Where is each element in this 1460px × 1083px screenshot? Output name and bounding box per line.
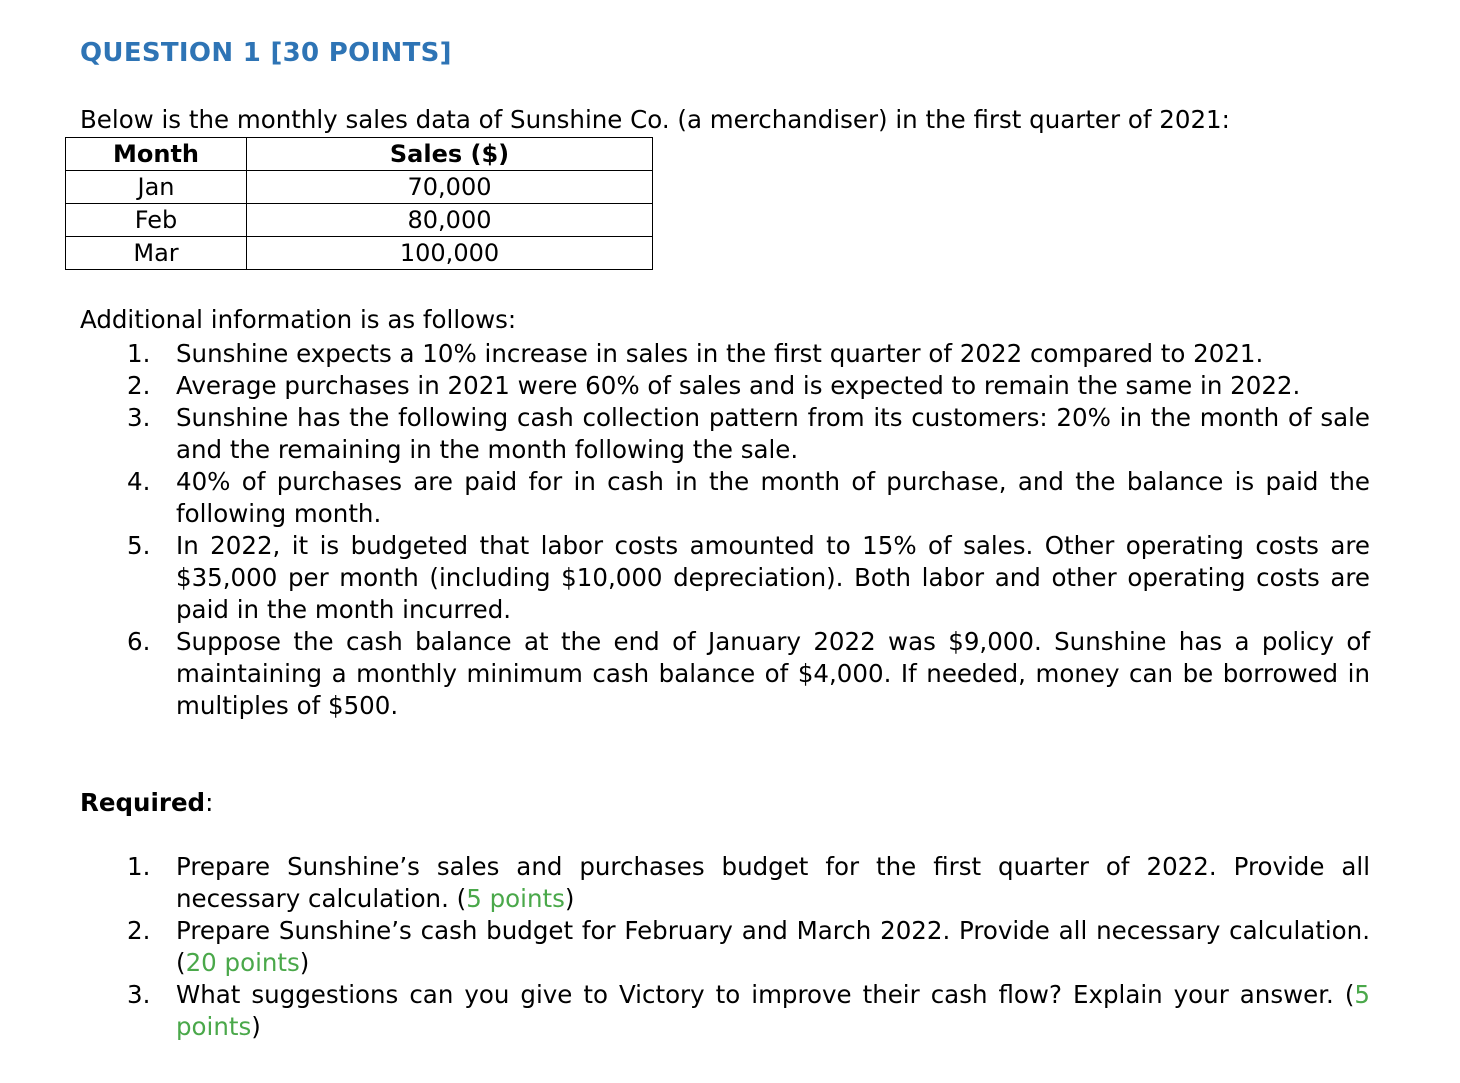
item-close: ) (251, 1012, 261, 1041)
list-item (127, 979, 1370, 1043)
points-label: 5 points (466, 884, 565, 913)
item-text: Sunshine expects a 10% increase in sales in the first quarter of 2022 compared to 2021. (176, 339, 1264, 368)
table-row (66, 237, 653, 270)
item-number: 2. (127, 916, 151, 945)
list-item (127, 851, 1370, 915)
item-number: 1. (127, 339, 151, 368)
cell-sales: 100,000 (247, 237, 653, 270)
cell-month: Feb (66, 204, 247, 237)
item-text: 40% of purchases are paid for in cash in the month of purchase, and the balance is paid the following month. (176, 467, 1370, 528)
item-close: ) (299, 948, 310, 977)
item-text: Prepare Sunshine’s sales and purchases budget for the first quarter of 2022. Provide all necessary calculation. ( (176, 852, 1370, 913)
cell-sales: 80,000 (247, 204, 653, 237)
required-label: Required (80, 788, 206, 817)
list-item (127, 402, 1370, 466)
sales-table (65, 137, 653, 270)
item-number: 6. (127, 627, 151, 656)
table-header-row (66, 138, 653, 171)
points-label: 20 points (185, 948, 300, 977)
list-item (127, 466, 1370, 530)
required-colon: : (205, 788, 214, 817)
list-item (127, 626, 1370, 722)
item-number: 3. (127, 980, 151, 1009)
list-item (127, 915, 1370, 979)
item-number: 4. (127, 467, 151, 496)
cell-month: Jan (66, 171, 247, 204)
required-heading (80, 788, 213, 817)
intro-text: Below is the monthly sales data of Sunshine Co. (a merchandiser) in the first quarter of 2021: (80, 105, 1230, 134)
item-text: Average purchases in 2021 were 60% of sales and is expected to remain the same in 2022. (176, 371, 1301, 400)
additional-info-intro: Additional information is as follows: (80, 305, 517, 334)
item-number: 5. (127, 531, 151, 560)
cell-sales: 70,000 (247, 171, 653, 204)
cell-month: Mar (66, 237, 247, 270)
item-number: 3. (127, 403, 151, 432)
table-row (66, 204, 653, 237)
points-label: 5 points (176, 980, 1370, 1041)
item-close: ) (564, 884, 575, 913)
item-text: Sunshine has the following cash collection pattern from its customers: 20% in the month of sale and the remaining in the month following the sale. (176, 403, 1370, 464)
item-text: What suggestions can you give to Victory to improve their cash flow? Explain your answer. ( (176, 980, 1355, 1009)
list-item (127, 530, 1370, 626)
item-text: Prepare Sunshine’s cash budget for February and March 2022. Provide all necessary calculation. ( (176, 916, 1370, 977)
item-text: In 2022, it is budgeted that labor costs amounted to 15% of sales. Other operating costs are $35,000 per month (including $10,000 depreciation). Both labor and other operating costs are paid in the month incurred. (176, 531, 1370, 624)
table-row (66, 171, 653, 204)
required-list (127, 851, 1370, 1043)
additional-info-list (127, 338, 1370, 722)
item-text: Suppose the cash balance at the end of January 2022 was $9,000. Sunshine has a policy of maintaining a monthly minimum cash balance of $4,000. If needed, money can be borrowed in multiples of $500. (176, 627, 1370, 720)
list-item (127, 338, 1370, 370)
question-heading: QUESTION 1 [30 POINTS] (80, 38, 452, 68)
item-number: 2. (127, 371, 151, 400)
item-number: 1. (127, 852, 151, 881)
column-header-month: Month (66, 138, 247, 171)
list-item (127, 370, 1370, 402)
column-header-sales: Sales ($) (247, 138, 653, 171)
